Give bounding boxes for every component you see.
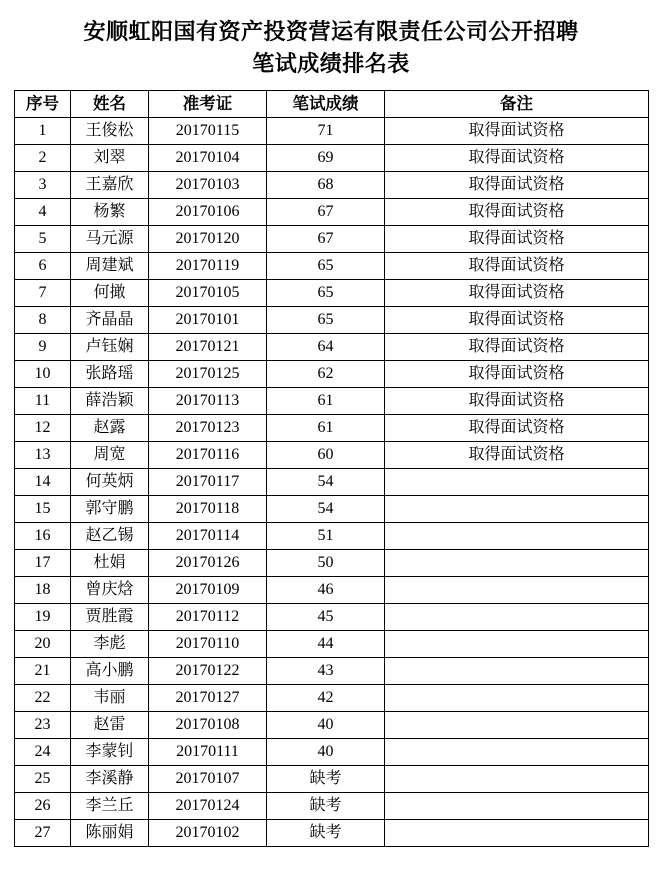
cell-name: 周建斌 (71, 252, 149, 279)
cell-index: 23 (15, 711, 71, 738)
cell-score: 65 (267, 252, 385, 279)
cell-index: 13 (15, 441, 71, 468)
table-row (15, 549, 649, 576)
cell-index: 17 (15, 549, 71, 576)
table-row (15, 495, 649, 522)
cell-name: 李兰丘 (71, 792, 149, 819)
cell-ticket: 20170107 (149, 765, 267, 792)
cell-name: 赵露 (71, 414, 149, 441)
cell-index: 10 (15, 360, 71, 387)
cell-score: 40 (267, 738, 385, 765)
cell-index: 12 (15, 414, 71, 441)
cell-ticket: 20170108 (149, 711, 267, 738)
cell-ticket: 20170109 (149, 576, 267, 603)
cell-index: 21 (15, 657, 71, 684)
cell-score: 46 (267, 576, 385, 603)
cell-score: 67 (267, 198, 385, 225)
page-title-line-1: 安顺虹阳国有资产投资营运有限责任公司公开招聘 (83, 19, 579, 44)
cell-remark: 取得面试资格 (385, 306, 649, 333)
cell-index: 1 (15, 117, 71, 144)
cell-remark (385, 819, 649, 846)
cell-ticket: 20170118 (149, 495, 267, 522)
cell-score: 61 (267, 414, 385, 441)
cell-remark (385, 549, 649, 576)
cell-ticket: 20170112 (149, 603, 267, 630)
cell-score: 50 (267, 549, 385, 576)
cell-remark: 取得面试资格 (385, 387, 649, 414)
table-row (15, 279, 649, 306)
cell-name: 马元源 (71, 225, 149, 252)
table-header-row (15, 90, 649, 117)
cell-ticket: 20170124 (149, 792, 267, 819)
cell-name: 李溪静 (71, 765, 149, 792)
cell-score: 67 (267, 225, 385, 252)
cell-index: 4 (15, 198, 71, 225)
table-row (15, 306, 649, 333)
page-title (0, 0, 662, 90)
cell-index: 6 (15, 252, 71, 279)
cell-ticket: 20170103 (149, 171, 267, 198)
cell-name: 赵雷 (71, 711, 149, 738)
table-row (15, 387, 649, 414)
cell-score: 缺考 (267, 765, 385, 792)
table-row (15, 414, 649, 441)
cell-remark (385, 657, 649, 684)
cell-ticket: 20170123 (149, 414, 267, 441)
cell-ticket: 20170101 (149, 306, 267, 333)
table-row (15, 441, 649, 468)
cell-score: 43 (267, 657, 385, 684)
cell-remark (385, 711, 649, 738)
cell-name: 卢钰娴 (71, 333, 149, 360)
table-row (15, 630, 649, 657)
cell-ticket: 20170113 (149, 387, 267, 414)
cell-score: 60 (267, 441, 385, 468)
cell-ticket: 20170121 (149, 333, 267, 360)
cell-ticket: 20170116 (149, 441, 267, 468)
cell-ticket: 20170125 (149, 360, 267, 387)
page-title-line-2: 笔试成绩排名表 (252, 50, 410, 76)
cell-remark: 取得面试资格 (385, 333, 649, 360)
cell-index: 19 (15, 603, 71, 630)
cell-score: 64 (267, 333, 385, 360)
cell-name: 齐晶晶 (71, 306, 149, 333)
cell-name: 薛浩颖 (71, 387, 149, 414)
column-header-score: 笔试成绩 (267, 90, 385, 117)
cell-score: 44 (267, 630, 385, 657)
cell-score: 61 (267, 387, 385, 414)
cell-remark: 取得面试资格 (385, 360, 649, 387)
cell-ticket: 20170105 (149, 279, 267, 306)
cell-remark: 取得面试资格 (385, 441, 649, 468)
cell-remark: 取得面试资格 (385, 414, 649, 441)
cell-name: 王嘉欣 (71, 171, 149, 198)
cell-ticket: 20170111 (149, 738, 267, 765)
cell-index: 25 (15, 765, 71, 792)
table-row (15, 171, 649, 198)
cell-remark (385, 576, 649, 603)
cell-remark (385, 765, 649, 792)
cell-index: 8 (15, 306, 71, 333)
table-row (15, 765, 649, 792)
cell-score: 69 (267, 144, 385, 171)
cell-name: 张路瑶 (71, 360, 149, 387)
cell-ticket: 20170117 (149, 468, 267, 495)
cell-name: 何英炳 (71, 468, 149, 495)
cell-name: 杨繁 (71, 198, 149, 225)
cell-remark (385, 522, 649, 549)
cell-remark (385, 792, 649, 819)
table-row (15, 252, 649, 279)
cell-ticket: 20170114 (149, 522, 267, 549)
cell-score: 68 (267, 171, 385, 198)
cell-index: 7 (15, 279, 71, 306)
cell-ticket: 20170110 (149, 630, 267, 657)
cell-index: 2 (15, 144, 71, 171)
table-row (15, 684, 649, 711)
cell-remark (385, 603, 649, 630)
cell-score: 缺考 (267, 819, 385, 846)
cell-remark: 取得面试资格 (385, 198, 649, 225)
column-header-remark: 备注 (385, 90, 649, 117)
cell-remark (385, 630, 649, 657)
cell-remark: 取得面试资格 (385, 252, 649, 279)
cell-score: 71 (267, 117, 385, 144)
cell-index: 22 (15, 684, 71, 711)
cell-ticket: 20170120 (149, 225, 267, 252)
table-header (15, 90, 649, 117)
cell-index: 5 (15, 225, 71, 252)
cell-index: 24 (15, 738, 71, 765)
cell-ticket: 20170106 (149, 198, 267, 225)
cell-index: 15 (15, 495, 71, 522)
cell-ticket: 20170102 (149, 819, 267, 846)
column-header-ticket: 准考证 (149, 90, 267, 117)
table-row (15, 738, 649, 765)
cell-index: 14 (15, 468, 71, 495)
cell-name: 高小鹏 (71, 657, 149, 684)
table-row (15, 819, 649, 846)
table-row (15, 198, 649, 225)
cell-name: 周宽 (71, 441, 149, 468)
cell-remark: 取得面试资格 (385, 144, 649, 171)
cell-ticket: 20170115 (149, 117, 267, 144)
cell-name: 郭守鹏 (71, 495, 149, 522)
cell-ticket: 20170127 (149, 684, 267, 711)
cell-score: 缺考 (267, 792, 385, 819)
cell-index: 20 (15, 630, 71, 657)
cell-name: 王俊松 (71, 117, 149, 144)
cell-index: 26 (15, 792, 71, 819)
cell-remark (385, 738, 649, 765)
table-row (15, 333, 649, 360)
table-row (15, 117, 649, 144)
table-row (15, 711, 649, 738)
cell-name: 贾胜霞 (71, 603, 149, 630)
cell-score: 42 (267, 684, 385, 711)
cell-name: 韦丽 (71, 684, 149, 711)
table-row (15, 225, 649, 252)
cell-index: 3 (15, 171, 71, 198)
cell-index: 18 (15, 576, 71, 603)
cell-remark: 取得面试资格 (385, 225, 649, 252)
results-table (14, 90, 649, 847)
cell-score: 45 (267, 603, 385, 630)
table-row (15, 144, 649, 171)
column-header-name: 姓名 (71, 90, 149, 117)
cell-name: 李彪 (71, 630, 149, 657)
cell-name: 刘翠 (71, 144, 149, 171)
cell-index: 9 (15, 333, 71, 360)
table-row (15, 657, 649, 684)
cell-remark: 取得面试资格 (385, 279, 649, 306)
cell-score: 54 (267, 495, 385, 522)
cell-name: 杜娟 (71, 549, 149, 576)
cell-remark: 取得面试资格 (385, 171, 649, 198)
cell-score: 65 (267, 279, 385, 306)
cell-score: 54 (267, 468, 385, 495)
cell-name: 陈丽娟 (71, 819, 149, 846)
table-row (15, 360, 649, 387)
table-row (15, 522, 649, 549)
column-header-index: 序号 (15, 90, 71, 117)
cell-index: 16 (15, 522, 71, 549)
table-body (15, 117, 649, 846)
cell-name: 李蒙钊 (71, 738, 149, 765)
cell-remark (385, 684, 649, 711)
cell-name: 何撖 (71, 279, 149, 306)
cell-score: 62 (267, 360, 385, 387)
cell-score: 40 (267, 711, 385, 738)
cell-ticket: 20170119 (149, 252, 267, 279)
cell-score: 51 (267, 522, 385, 549)
cell-ticket: 20170126 (149, 549, 267, 576)
results-table-container (0, 90, 662, 847)
table-row (15, 576, 649, 603)
cell-remark: 取得面试资格 (385, 117, 649, 144)
cell-index: 27 (15, 819, 71, 846)
cell-name: 曾庆焓 (71, 576, 149, 603)
table-row (15, 603, 649, 630)
cell-remark (385, 468, 649, 495)
cell-ticket: 20170104 (149, 144, 267, 171)
cell-remark (385, 495, 649, 522)
cell-index: 11 (15, 387, 71, 414)
table-row (15, 468, 649, 495)
cell-name: 赵乙锡 (71, 522, 149, 549)
table-row (15, 792, 649, 819)
cell-ticket: 20170122 (149, 657, 267, 684)
cell-score: 65 (267, 306, 385, 333)
